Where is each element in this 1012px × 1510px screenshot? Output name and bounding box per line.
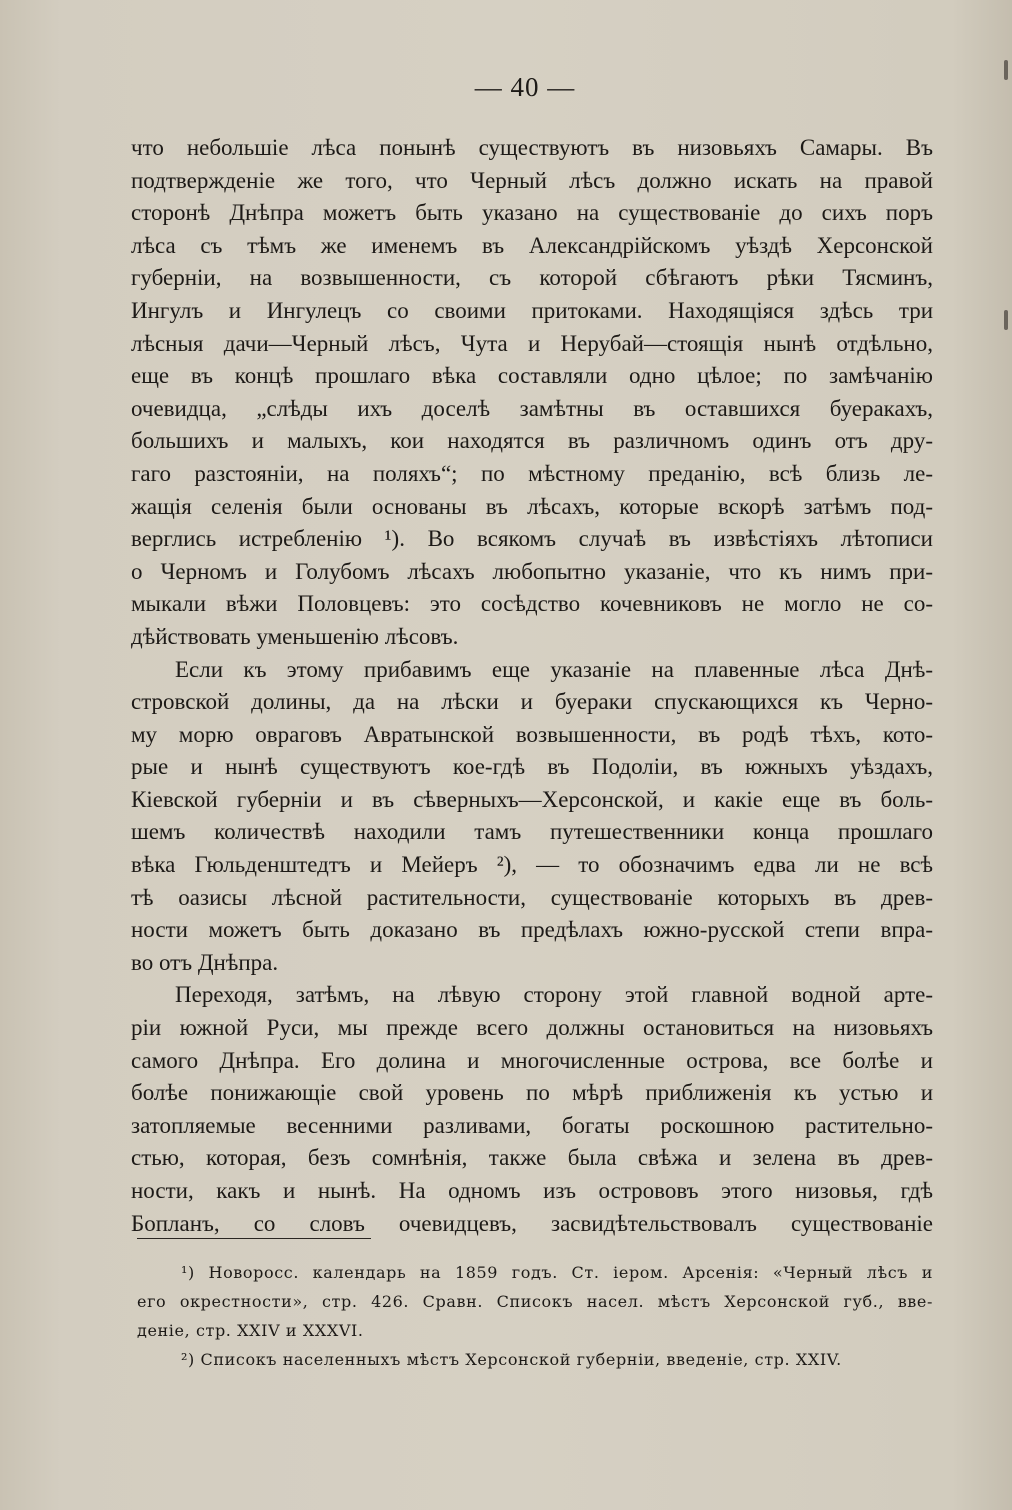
text-line: Ингулъ и Ингулецъ со своими притоками. Находящіяся здѣсь три (131, 297, 933, 323)
text-line: мыкали вѣжи Половцевъ: это сосѣдство кочевниковъ не могло не со- (131, 591, 933, 617)
text-line: очевидца, „слѣды ихъ доселѣ замѣтны въ оставшихся буеракахъ, (131, 395, 933, 421)
text-line: му морю овраговъ Авратынской возвышенности, въ родѣ тѣхъ, кото- (131, 721, 933, 747)
text-line: самого Днѣпра. Его долина и многочисленные острова, все болѣе и (131, 1047, 933, 1073)
footnote-line: его окрестности», стр. 426. Сравн. Списокъ насел. мѣстъ Херсонской губ., вве- (137, 1292, 933, 1311)
text-line: болѣе понижающіе свой уровень по мѣрѣ приближенія къ устью и (131, 1080, 933, 1106)
text-line: Переходя, затѣмъ, на лѣвую сторону этой главной водной арте- (175, 982, 933, 1008)
text-line: ріи южной Руси, мы прежде всего должны остановиться на низовьяхъ (131, 1015, 933, 1041)
text-line: большихъ и малыхъ, кои находятся въ различномъ одинъ отъ дру- (131, 428, 933, 454)
text-line: во отъ Днѣпра. (131, 949, 279, 975)
text-line: тѣ оазисы лѣсной растительности, существованіе которыхъ въ древ- (131, 884, 933, 910)
text-line: стровской долины, да на лѣски и буераки спускающихся къ Черно- (131, 689, 933, 715)
text-line: Если къ этому прибавимъ еще указаніе на плавенные лѣса Днѣ- (175, 656, 933, 682)
text-line: Кіевской губерніи и въ сѣверныхъ—Херсонской, и какіе еще въ боль- (131, 786, 933, 812)
text-line: подтвержденіе же того, что Черный лѣсъ должно искать на правой (131, 167, 933, 193)
page-edge-mark (1004, 310, 1008, 330)
text-line: верглись истребленію ¹). Во всякомъ случаѣ въ извѣстіяхъ лѣтописи (131, 526, 933, 552)
footnote-line: ²) Списокъ населенныхъ мѣстъ Херсонской губерніи, введеніе, стр. XXIV. (181, 1350, 842, 1369)
footnote-line: деніе, стр. XXIV и XXXVI. (137, 1321, 364, 1340)
text-line: еще въ концѣ прошлаго вѣка составляли одно цѣлое; по замѣчанію (131, 363, 933, 389)
text-line: о Черномъ и Голубомъ лѣсахъ любопытно указаніе, что къ нимъ при- (131, 558, 933, 584)
text-line: сторонѣ Днѣпра можетъ быть указано на существованіе до сихъ поръ (131, 200, 933, 226)
text-line: лѣсныя дачи—Черный лѣсъ, Чута и Нерубай—стоящія нынѣ отдѣльно, (131, 330, 933, 356)
text-line: рые и нынѣ существуютъ кое-гдѣ въ Подоліи, въ южныхъ уѣздахъ, (131, 754, 933, 780)
page-edge-mark (1004, 60, 1008, 80)
main-text (131, 132, 933, 1240)
text-line: ности, какъ и нынѣ. На одномъ изъ острововъ этого низовья, гдѣ (131, 1178, 933, 1203)
text-line: вѣка Гюльденштедтъ и Мейеръ ²), — то обозначимъ едва ли не всѣ (131, 852, 933, 878)
text-line: гаго разстояніи, на поляхъ“; по мѣстному преданію, всѣ близь ле- (131, 460, 933, 486)
footnote-divider (137, 1238, 371, 1239)
text-line: лѣса съ тѣмъ же именемъ въ Александрійскомъ уѣздѣ Херсонской (131, 232, 933, 258)
text-line: стью, которая, безъ сомнѣнія, также была свѣжа и зелена въ древ- (131, 1145, 933, 1171)
footnotes (137, 1258, 933, 1374)
footnote-line: ¹) Новоросс. календарь на 1859 годъ. Ст. іером. Арсенія: «Черный лѣсъ и (181, 1263, 933, 1282)
text-line: затопляемые весенними разливами, богаты роскошною растительно- (131, 1112, 933, 1138)
text-line: губерніи, на возвышенности, съ которой сбѣгаютъ рѣки Тясминъ, (131, 265, 933, 291)
text-line: дѣйствовать уменьшенію лѣсовъ. (131, 623, 459, 649)
text-line: что небольшіе лѣса понынѣ существуютъ въ низовьяхъ Самары. Въ (131, 135, 933, 160)
text-line: Бопланъ, со словъ очевидцевъ, засвидѣтельствовалъ существованіе (131, 1210, 933, 1236)
text-line: жащія селенія были основаны въ лѣсахъ, которые вскорѣ затѣмъ под- (131, 493, 933, 519)
page-number: — 40 — (474, 72, 576, 102)
text-line: шемъ количествѣ находили тамъ путешественники конца прошлаго (131, 819, 933, 845)
text-line: ности можетъ быть доказано въ предѣлахъ южно-русской степи впра- (131, 917, 933, 943)
